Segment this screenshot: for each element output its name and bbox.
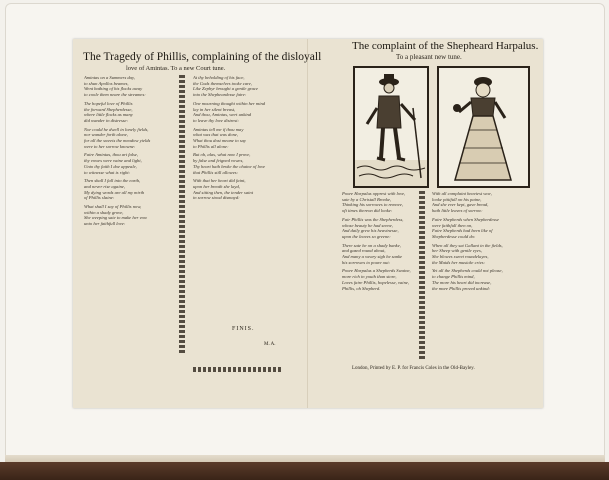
verse-line: Poore Harpalus opprest with love,: [342, 191, 406, 196]
verse-line: Thinking his sorrowes to remove,: [342, 202, 404, 208]
sheet-fold: [307, 39, 308, 408]
stanza: [84, 152, 172, 175]
verse-line: nor wander forth alone,: [84, 132, 128, 138]
left-ballad-column-1: [84, 75, 172, 353]
verse-line: Amintas on a Summers day,: [84, 75, 135, 80]
verse-line: Amintas tell me if thou may: [193, 126, 244, 132]
stanza: [432, 268, 530, 291]
stanza: [193, 152, 281, 175]
verse-line: My dying words are all my mirth: [84, 189, 145, 195]
verse-line: And many a weary sigh he sanke: [342, 254, 403, 260]
verse-line: With all complaint heaviest woe,: [432, 191, 492, 196]
right-ballad-column-1: [342, 191, 420, 366]
stanza: [432, 243, 530, 266]
verse-line: Nor could he dwell in lonely fields,: [84, 126, 149, 132]
verse-line: Unto thy faith I doe appeale,: [84, 163, 137, 169]
woodcut-lady: [437, 66, 530, 188]
stanza: [193, 178, 281, 201]
verse-line: Fair Phillis was the Shepherdess,: [342, 216, 404, 222]
verse-line: Then shall I fall into the earth,: [84, 178, 141, 184]
lady-figure-icon: [439, 68, 528, 186]
verse-line: the more Phillis proved unkind:: [432, 285, 491, 291]
verse-line: And sitting then, the tender saint: [193, 189, 253, 195]
verse-line: were to her sorrow knowne:: [84, 143, 136, 149]
verse-line: Shepherdesse could do:: [432, 233, 476, 239]
verse-line: looke pittifull on his paine,: [432, 196, 482, 202]
verse-line: Faire Amintas, thou art false,: [84, 152, 139, 158]
verse-line: Thy heart hath broke the chaine of love: [193, 163, 266, 169]
verse-line: What shall I say of Phillis now,: [84, 204, 142, 210]
verse-line: the forward Shepherdesse,: [84, 106, 133, 112]
right-ballad-column-2: [432, 191, 530, 366]
stanza: [193, 75, 281, 98]
verse-line: to Phillis all alone:: [193, 143, 229, 149]
verse-line: hath little leaves of sorrow:: [432, 208, 483, 214]
verse-line: Yet all the Shepherds could not please,: [432, 268, 503, 274]
verse-line: into the Shepheardesse faire:: [193, 92, 247, 98]
verse-line: And she ever kept, gave bread,: [432, 202, 489, 208]
verse-line: for all the sweets the meadow yields: [84, 138, 151, 144]
verse-line: She blowes sweet roundelayes,: [432, 254, 489, 260]
right-ballad-subtitle: To a pleasant new tune.: [396, 53, 462, 61]
stanza: [193, 127, 281, 150]
printer-initials: M. A.: [264, 342, 276, 347]
verse-line: to change Phillis mind,: [432, 274, 475, 280]
verse-line: by false and feigned vowes,: [193, 158, 244, 164]
verse-line: whose beauty he had seene,: [342, 222, 393, 228]
imprint-line: London, Printed by E. P. for Francis Coles in the Old-Bayley.: [352, 366, 475, 371]
verse-line: The more his heart did increase,: [432, 279, 492, 285]
verse-line: did wander in distresse:: [84, 117, 129, 123]
shepherd-figure-icon: [355, 68, 427, 186]
verse-line: where little flocks as many: [84, 112, 133, 118]
verse-line: and gazed round about,: [342, 248, 386, 254]
verse-line: and never rise againe,: [84, 183, 126, 189]
verse-line: unto her faithfull love:: [84, 221, 126, 227]
verse-line: Faire Shepherds had been like of: [432, 228, 493, 234]
verse-line: Like Zephyr brought a gentle grace: [193, 86, 259, 92]
verse-line: And daily grew his heavinesse,: [342, 228, 399, 234]
verse-line: And thou, Amintas, wert unkind: [193, 112, 252, 118]
verse-line: The hopeful love of Phillis: [84, 100, 133, 106]
verse-line: her Sheep with gentle eyes,: [432, 248, 482, 254]
stanza: [84, 75, 172, 98]
left-ballad-subtitle: love of Amintas. To a new Court tune.: [126, 65, 226, 72]
verse-line: of Phillis slaine:: [84, 195, 115, 201]
verse-line: were faithfull then on,: [432, 222, 473, 228]
verse-line: the Gods themselves tooke care,: [193, 80, 252, 86]
verse-line: There sate he on a shady banke,: [342, 242, 401, 248]
verse-line: But oh, alas, what now I prove,: [193, 152, 251, 158]
stanza: [342, 191, 420, 214]
verse-line: the Maids her musicke cries:: [432, 259, 486, 265]
ornamental-border-bottom: [193, 367, 281, 372]
stanza: [84, 178, 172, 201]
verse-line: what was that was done,: [193, 132, 239, 138]
right-ballad-title: The complaint of the Shepheard Harpalus.: [352, 40, 539, 52]
verse-line: to witnesse what is right:: [84, 169, 131, 175]
verse-line: sate by a Christall Brooke,: [342, 196, 392, 202]
verse-line: At thy beholding of his face,: [193, 75, 245, 80]
stanza: [84, 101, 172, 124]
verse-line: within a shady grove,: [84, 209, 124, 215]
verse-line: She weeping sate to make her vow: [84, 215, 148, 221]
verse-line: to leave thy love distrest:: [193, 117, 240, 123]
stanza: [342, 217, 420, 240]
verse-line: to coole them neare the streames:: [84, 92, 146, 98]
verse-line: upon her breath she layd,: [193, 183, 240, 189]
verse-line: One mourning thought within her mind: [193, 100, 266, 106]
verse-line: Loves faire Phillis, hopelesse, vaine,: [342, 279, 410, 285]
stanza: [84, 204, 172, 227]
verse-line: to shun Apollos beames,: [84, 80, 129, 86]
stanza: [342, 268, 420, 291]
verse-line: With that her heart did faint,: [193, 178, 246, 184]
verse-line: Poore Harpalus a Shepherds Swaine,: [342, 268, 411, 274]
stanza: [432, 217, 530, 240]
verse-line: his sorrowes to poure out:: [342, 259, 391, 265]
stanza: [84, 127, 172, 150]
verse-line: upon the leaves so greene:: [342, 233, 391, 239]
verse-line: Went bathing of his flocks away: [84, 86, 143, 92]
verse-line: What thou dost meane to say: [193, 138, 246, 144]
stanza: [432, 191, 530, 214]
verse-line: more rich in youth than store,: [342, 274, 397, 280]
book-binding: [0, 462, 609, 480]
woodcut-shepherd: [353, 66, 429, 188]
left-ballad-title: The Tragedy of Phillis, complaining of the disloyall: [83, 51, 322, 63]
finis-label: FINIS.: [232, 326, 255, 332]
verse-line: oft times thereon did looke:: [342, 208, 393, 214]
verse-line: that Phillis still allowes:: [193, 169, 239, 175]
left-ballad-column-2: [193, 75, 281, 340]
verse-line: Faire Shepherds when Shepherdesse: [432, 216, 499, 222]
verse-line: lay in her silent breast,: [193, 106, 236, 112]
verse-line: in sorrow stood dismayd:: [193, 195, 240, 201]
stanza: [342, 243, 420, 266]
verse-line: thy vowes were vaine and light,: [84, 158, 142, 164]
stanza: [193, 101, 281, 124]
verse-line: Phillis, oh Shepherd.: [342, 285, 381, 291]
verse-line: When all they sat Gallant in the fields,: [432, 242, 503, 248]
ornamental-border-left: [179, 75, 185, 353]
